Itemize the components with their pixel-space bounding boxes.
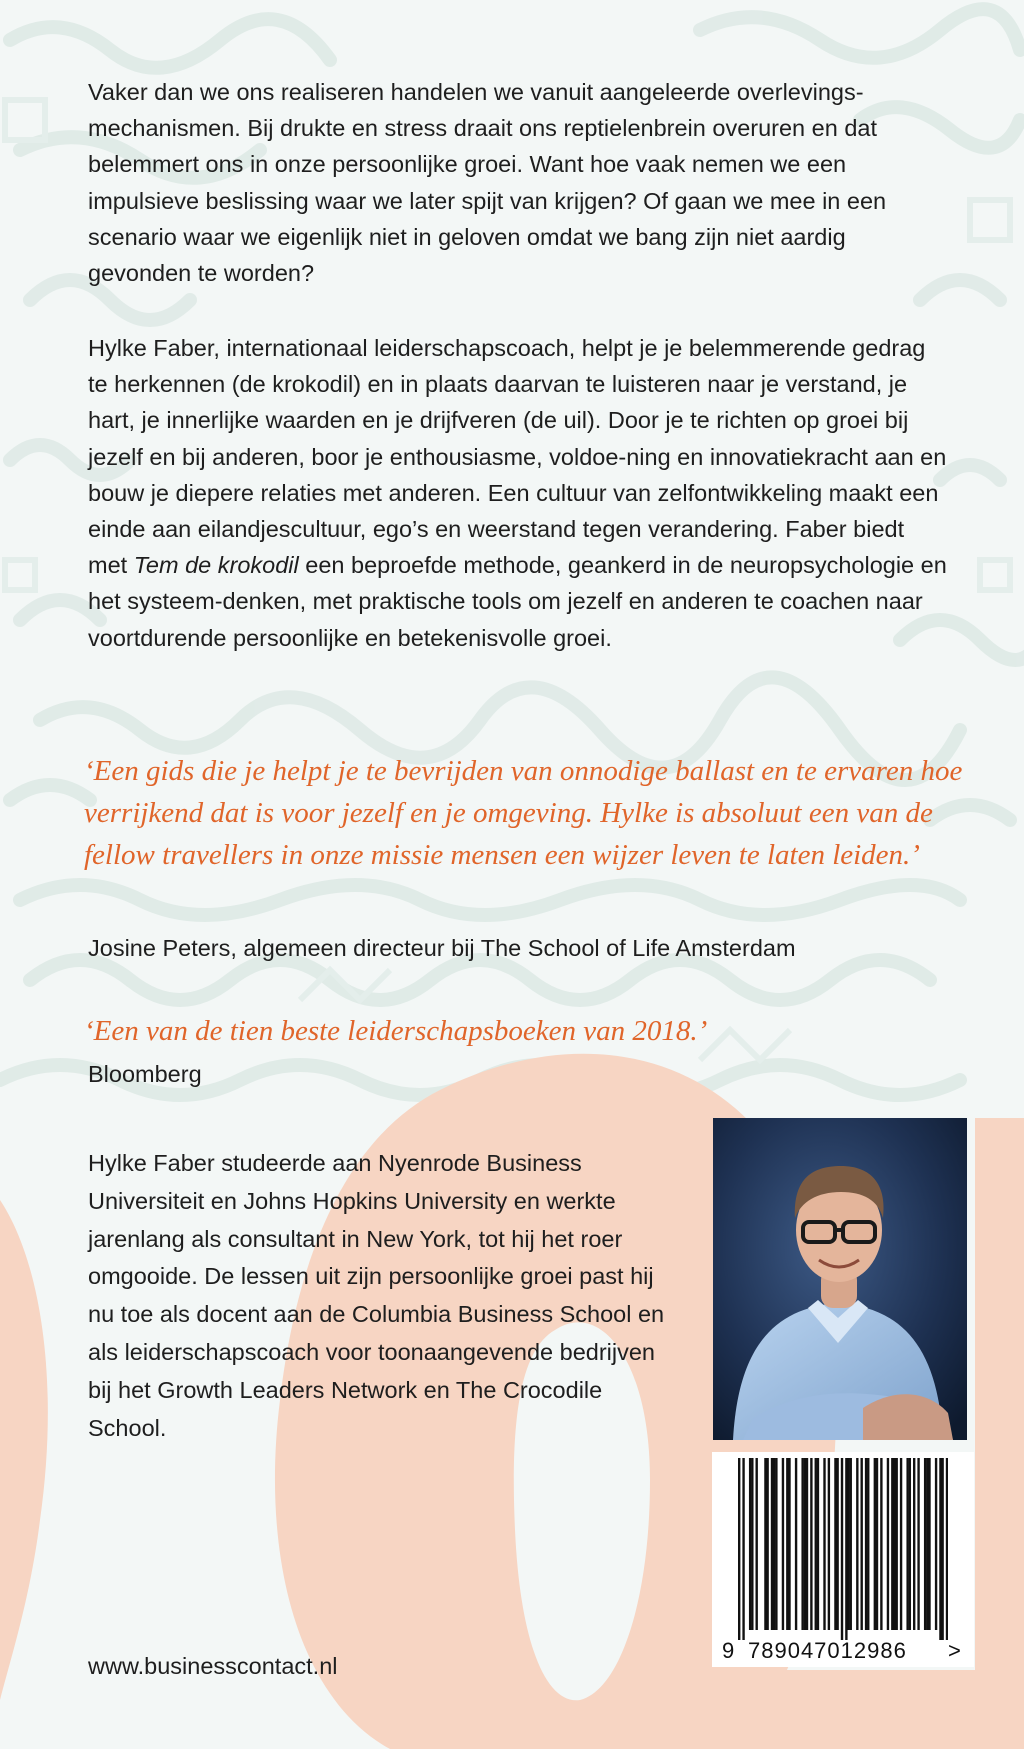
isbn-prefix-digit: 9 xyxy=(722,1638,736,1663)
description-paragraph-2 xyxy=(88,330,948,656)
endorsement-source-2: Bloomberg xyxy=(88,1061,202,1087)
barcode-bar xyxy=(766,1458,768,1630)
barcode-bar xyxy=(771,1458,773,1630)
barcode-bar xyxy=(867,1458,869,1630)
barcode-bar xyxy=(917,1458,919,1630)
author-photo xyxy=(713,1118,967,1440)
barcode-bar xyxy=(775,1458,777,1630)
barcode-bar xyxy=(909,1458,911,1630)
barcode-bar xyxy=(788,1458,790,1630)
barcode-bar xyxy=(924,1458,926,1630)
barcode-bar xyxy=(865,1458,867,1630)
endorsement-source-1: Josine Peters, algemeen directeur bij The School of Life Amsterdam xyxy=(88,935,796,961)
barcode-bar xyxy=(786,1458,788,1630)
barcode-bar xyxy=(841,1458,843,1640)
isbn-quiet-zone-marker: > xyxy=(948,1638,962,1663)
barcode-bar xyxy=(749,1458,751,1630)
barcode-bar xyxy=(861,1458,863,1630)
barcode-bar xyxy=(900,1458,902,1630)
author-bio: Hylke Faber studeerde aan Nyenrode Business Universiteit en Johns Hopkins University en werkte jarenlang als consultant in New York, tot hij het roer omgooide. De lessen uit zijn persoonlijke groei past hij nu toe als docent aan de Columbia Business School en als leiderschapscoach voor toonaangevende bedrijven bij het Growth Leaders Network en The Crocodile School. xyxy=(88,1150,665,1441)
barcode-bar xyxy=(856,1458,858,1630)
publisher-website[interactable]: www.businesscontact.nl xyxy=(88,1653,338,1679)
isbn-barcode xyxy=(712,1452,974,1667)
description-paragraph-2-end: een beproefde methode, geankerd in de neuropsychologie en het systeem-denken, met praktische tools om jezelf en anderen te coachen naar voortdurende persoonlijke en betekenisvolle groei. xyxy=(88,552,947,651)
barcode-bar xyxy=(817,1458,819,1630)
barcode-bar xyxy=(834,1458,836,1630)
barcode-bar xyxy=(874,1458,876,1630)
barcode-bar xyxy=(887,1458,889,1630)
barcode-bar xyxy=(810,1458,812,1630)
description-paragraph-2-start: Hylke Faber, internationaal leiderschapscoach, helpt je je belemmerende gedrag te herkennen (de krokodil) en in plaats daarvan te luisteren naar je verstand, je hart, je innerlijke waarden en je drijfveren (de uil). Door je te richten op groei bij jezelf en bij anderen, boor je enthousiasme, voldoe-ning en innovatiekracht aan en bouw je diepere relaties met anderen. Een cultuur van zelfontwikkeling maakt een einde aan eilandjescultuur, ego’s en weerstand tegen verandering. Faber biedt met xyxy=(88,335,947,579)
barcode-bar xyxy=(913,1458,915,1630)
barcode-bar xyxy=(756,1458,758,1630)
barcode-bar xyxy=(801,1458,803,1630)
barcode-bar xyxy=(941,1458,943,1640)
barcode-bar xyxy=(939,1458,941,1640)
barcode-bar xyxy=(804,1458,806,1630)
barcode-bar xyxy=(764,1458,766,1630)
barcode-bar xyxy=(751,1458,753,1630)
barcode-bar xyxy=(876,1458,878,1630)
barcode-bar xyxy=(782,1458,784,1630)
barcode-bar xyxy=(845,1458,847,1640)
barcode-bar xyxy=(828,1458,830,1630)
barcode-bar xyxy=(773,1458,775,1630)
barcode-bar xyxy=(823,1458,825,1630)
barcode-bar xyxy=(795,1458,797,1630)
barcode-bar xyxy=(935,1458,937,1630)
barcode-bar xyxy=(896,1458,898,1630)
barcode-bars xyxy=(738,1458,948,1640)
barcode-bar xyxy=(742,1458,744,1640)
endorsement-quote-2: ‘Een van de tien beste leiderschapsboeken van 2018.’ xyxy=(84,1015,708,1047)
book-title: Tem de krokodil xyxy=(133,552,299,579)
barcode-bar xyxy=(928,1458,930,1630)
barcode-bar xyxy=(946,1458,948,1640)
isbn-digits: 789047012986 xyxy=(748,1638,907,1663)
barcode-bar xyxy=(836,1458,838,1630)
barcode-bar xyxy=(906,1458,908,1630)
barcode-bar xyxy=(880,1458,882,1630)
barcode-bar xyxy=(815,1458,817,1630)
barcode-bar xyxy=(926,1458,928,1630)
barcode-bar xyxy=(850,1458,852,1630)
barcode-bar xyxy=(738,1458,740,1640)
barcode-bar xyxy=(891,1458,893,1630)
endorsement-quote-1: ‘Een gids die je helpt je te bevrijden van onnodige ballast en te ervaren hoe verrijkend dat is voor jezelf en je omgeving. Hylke is absoluut een van de fellow travellers in onze missie mensen een wijzer leven te laten leiden.’ xyxy=(84,755,963,871)
barcode-bar xyxy=(893,1458,895,1630)
description-paragraph-1: Vaker dan we ons realiseren handelen we vanuit aangeleerde overlevings-mechanismen. Bij drukte en stress draait ons reptielenbrein overuren en dat belemmert ons in onze persoonlijke groei. Want hoe vaak nemen we een impulsieve beslissing waar we later spijt van krijgen? Of gaan we mee in een scenario waar we eigenlijk niet in geloven omdat we bang zijn niet aardig gevonden te worden? xyxy=(88,79,887,287)
barcode-bar xyxy=(806,1458,808,1630)
barcode-bar xyxy=(847,1458,849,1630)
